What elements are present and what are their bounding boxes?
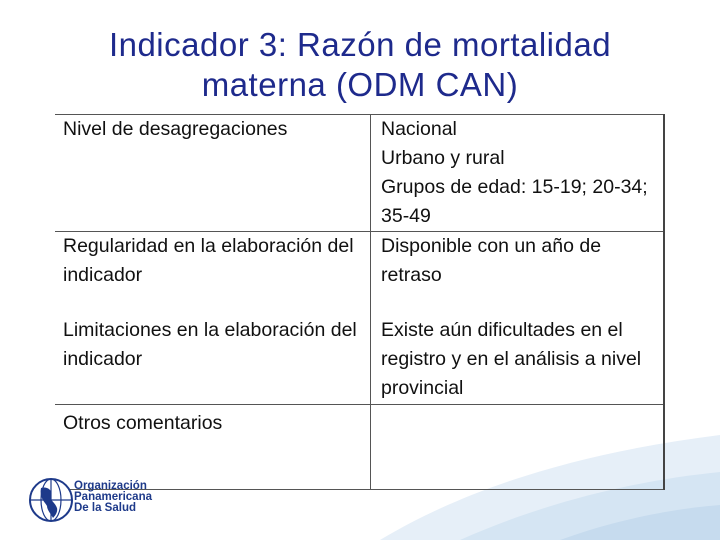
row-label-regularity: Regularidad en la elaboración del indicador [56, 232, 371, 311]
value-age-groups: Grupos de edad: 15-19; 20-34; 35-49 [381, 176, 648, 227]
table-row [56, 232, 665, 311]
slide-title-line-2: materna (ODM CAN) [201, 66, 519, 103]
logo-line-3: De la Salud [74, 502, 136, 514]
logo-line-1: Organización [74, 480, 147, 492]
table-row [56, 310, 665, 405]
indicator-table [55, 114, 665, 490]
row-value-disaggregation [371, 115, 665, 232]
row-value-limitations: Existe aún dificultades en el registro y en el análisis a nivel provincial [371, 310, 665, 405]
row-value-regularity: Disponible con un año de retraso [371, 232, 665, 311]
logo-text [74, 481, 152, 514]
paho-logo [22, 476, 202, 526]
table-row [56, 115, 665, 232]
slide-title [0, 25, 720, 105]
slide-title-line-1: Indicador 3: Razón de mortalidad [108, 26, 612, 63]
row-label-limitations: Limitaciones en la elaboración del indicador [56, 310, 371, 405]
value-national: Nacional [381, 118, 457, 140]
globe-icon [27, 476, 75, 524]
row-label-comments: Otros comentarios [56, 405, 371, 490]
row-value-comments [371, 405, 665, 490]
logo-line-2: Panamericana [74, 491, 152, 503]
value-urban-rural: Urbano y rural [381, 147, 505, 169]
row-label-disaggregation: Nivel de desagregaciones [56, 115, 371, 232]
